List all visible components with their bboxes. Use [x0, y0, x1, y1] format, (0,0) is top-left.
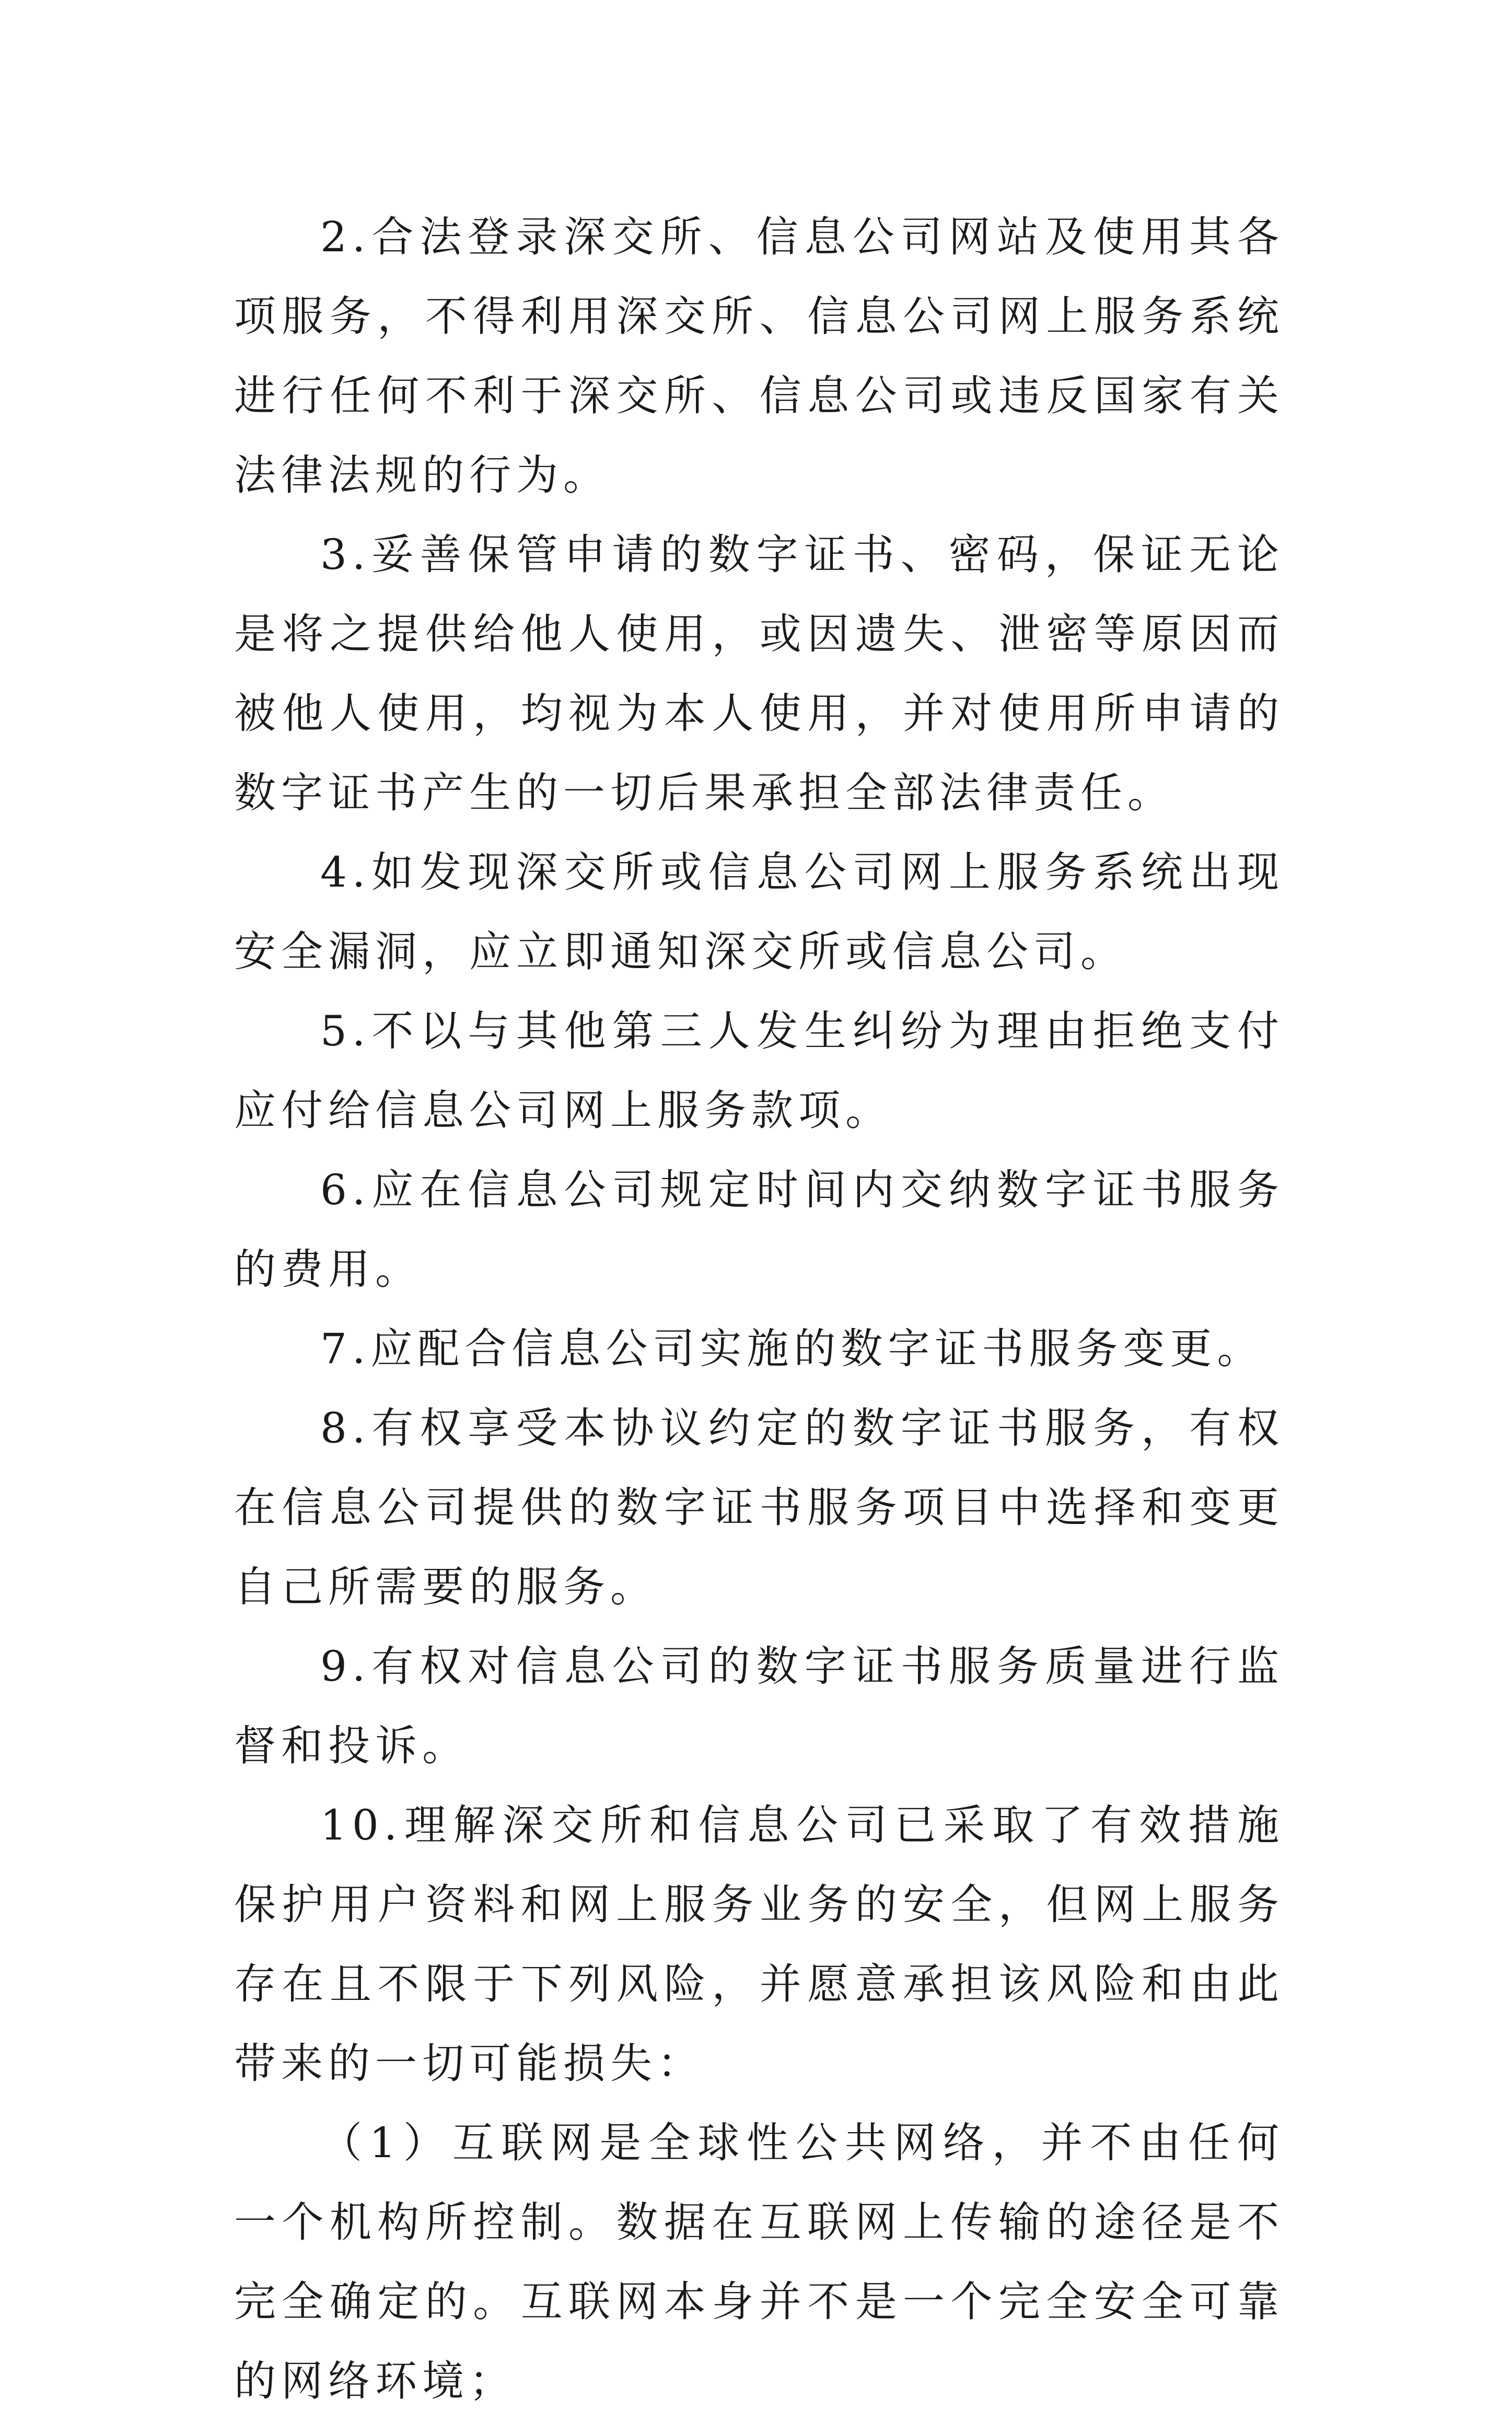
paragraph-item-7: 7.应配合信息公司实施的数字证书服务变更。 — [320, 1324, 1264, 1373]
paragraph-item-5: 5.不以与其他第三人发生纠纷为理由拒绝支付应付给信息公司网上服务款项。 — [234, 1007, 1284, 1135]
sub-paragraph-1: （1）互联网是全球性公共网络，并不由任何一个机构所控制。数据在互联网上传输的途径是不完全确定的。互联网本身并不是一个完全安全可靠的网络环境； — [234, 2119, 1284, 2405]
paragraph-item-4: 4.如发现深交所或信息公司网上服务系统出现安全漏洞，应立即通知深交所或信息公司。 — [234, 848, 1284, 976]
paragraph-item-6: 6.应在信息公司规定时间内交纳数字证书服务的费用。 — [234, 1166, 1284, 1294]
paragraph-item-2: 2.合法登录深交所、信息公司网站及使用其各项服务，不得利用深交所、信息公司网上服务系统进行任何不利于深交所、信息公司或违反国家有关法律法规的行为。 — [234, 213, 1284, 499]
document-body — [234, 197, 1284, 2421]
paragraph-item-10: 10.理解深交所和信息公司已采取了有效措施保护用户资料和网上服务业务的安全，但网上服务存在且不限于下列风险，并愿意承担该风险和由此带来的一切可能损失： — [234, 1801, 1284, 2088]
paragraph-item-8: 8.有权享受本协议约定的数字证书服务，有权在信息公司提供的数字证书服务项目中选择和变更自己所需要的服务。 — [234, 1404, 1284, 1611]
paragraph-item-3: 3.妥善保管申请的数字证书、密码，保证无论是将之提供给他人使用，或因遗失、泄密等原因而被他人使用，均视为本人使用，并对使用所申请的数字证书产生的一切后果承担全部法律责任。 — [234, 530, 1284, 817]
paragraph-item-9: 9.有权对信息公司的数字证书服务质量进行监督和投诉。 — [234, 1642, 1284, 1770]
